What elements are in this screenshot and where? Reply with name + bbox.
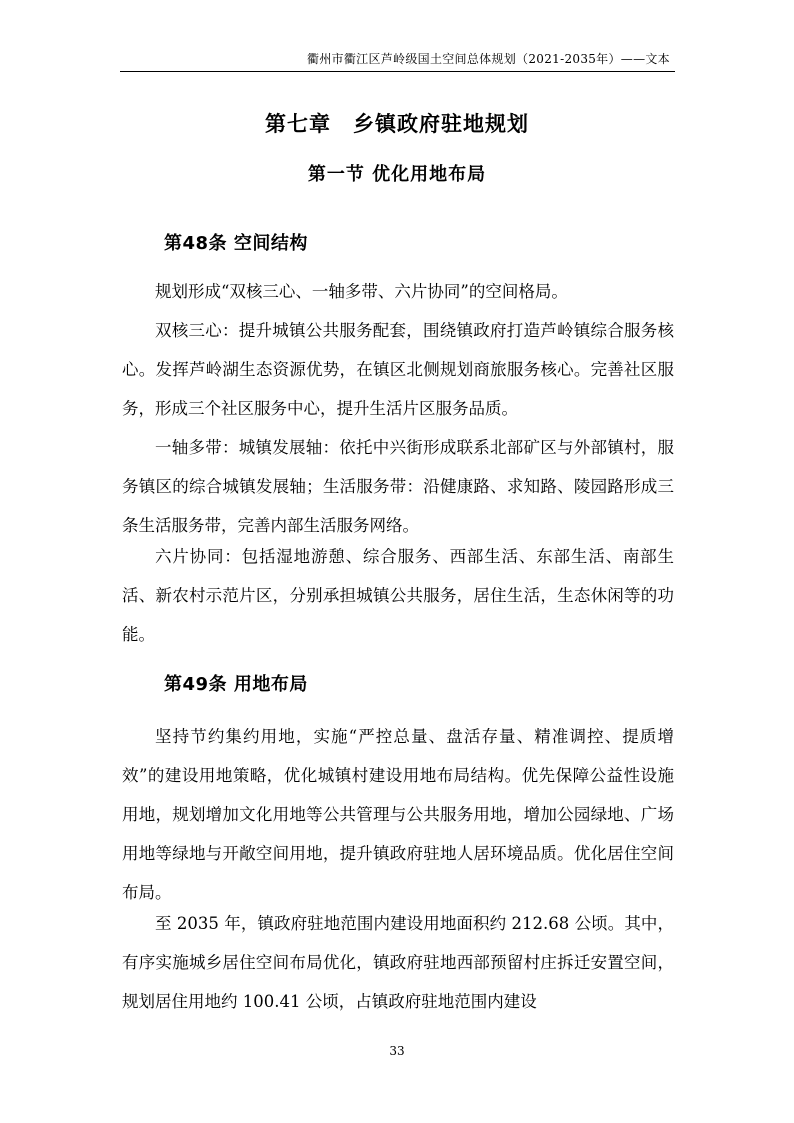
paragraph: 六片协同：包括湿地游憩、综合服务、西部生活、东部生活、南部生活、新农村示范片区，分别承担城镇公共服务，居住生活，生态休闲等的功能。 bbox=[122, 547, 674, 644]
paragraph: 至 2035 年，镇政府驻地范围内建设用地面积约 212.68 公顷。其中，有序实施城乡居住空间布局优化，镇政府驻地西部预留村庄拆迁安置空间，规划居住用地约 100.41 公顷，占镇政府驻地范围内建设 bbox=[122, 914, 674, 1011]
section-title: 第一节 优化用地布局 bbox=[307, 164, 487, 185]
chapter-title: 第七章 乡镇政府驻地规划 bbox=[265, 112, 529, 136]
paragraph: 坚持节约集约用地，实施“严控总量、盘活存量、精准调控、提质增效”的建设用地策略，优化城镇村建设用地布局结构。优先保障公益性设施用地，规划增加文化用地等公共管理与公共服务用地，增加公园绿地、广场用地等绿地与开敞空间用地，提升镇政府驻地人居环境品质。优化居住空间布局。 bbox=[122, 727, 674, 902]
paragraph: 双核三心：提升城镇公共服务配套，围绕镇政府打造芦岭镇综合服务核心。发挥芦岭湖生态资源优势，在镇区北侧规划商旅服务核心。完善社区服务，形成三个社区服务中心，提升生活片区服务品质。 bbox=[122, 321, 674, 418]
running-header: 衢州市衢江区芦岭级国土空间总体规划（2021-2035年）——文本 bbox=[306, 52, 670, 66]
article-heading-48: 第48条 空间结构 bbox=[164, 233, 308, 254]
paragraph: 一轴多带：城镇发展轴：依托中兴街形成联系北部矿区与外部镇村，服务镇区的综合城镇发展轴；生活服务带：沿健康路、求知路、陵园路形成三条生活服务带，完善内部生活服务网络。 bbox=[122, 438, 674, 535]
page-number: 33 bbox=[389, 1044, 405, 1058]
paragraph: 规划形成“双核三心、一轴多带、六片协同”的空间格局。 bbox=[155, 282, 568, 301]
article-heading-49: 第49条 用地布局 bbox=[164, 674, 308, 695]
header-rule bbox=[120, 71, 675, 72]
